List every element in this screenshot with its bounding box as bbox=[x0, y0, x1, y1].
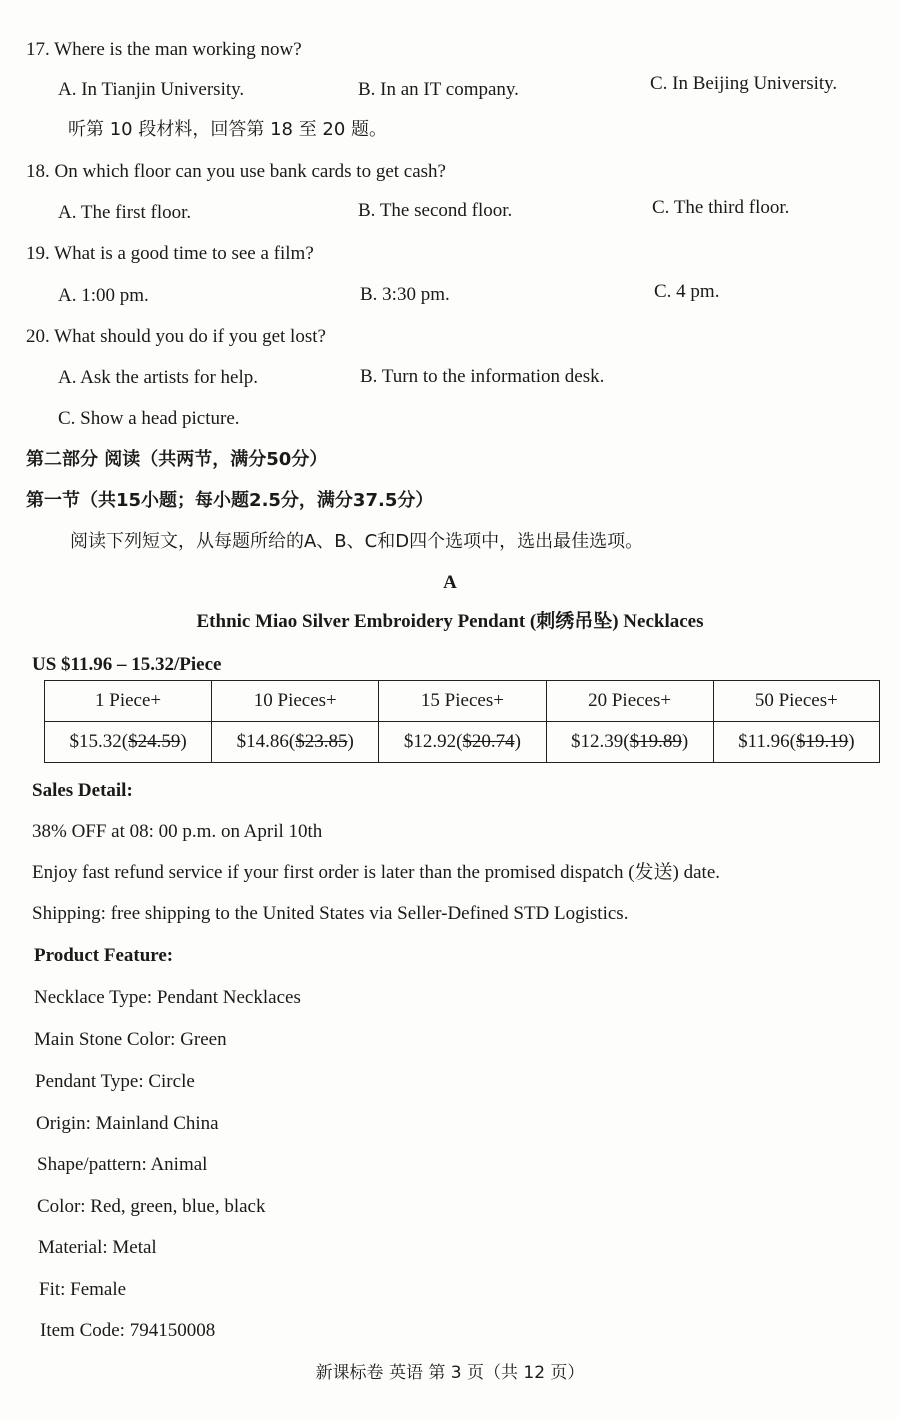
q17-option-c: C. In Beijing University. bbox=[650, 73, 838, 94]
tier-price-cell: $11.96($19.19) bbox=[713, 722, 879, 763]
q19-option-c: C. 4 pm. bbox=[654, 281, 720, 302]
tier-price: $12.39 bbox=[571, 731, 624, 752]
feature-heading: Product Feature: bbox=[34, 945, 174, 966]
tier-price: $11.96 bbox=[738, 731, 790, 752]
tier-old-price: $19.19 bbox=[795, 731, 849, 752]
table-row bbox=[45, 722, 880, 763]
q19-option-b: B. 3:30 pm. bbox=[360, 284, 450, 305]
tier-old-price: $23.85 bbox=[295, 731, 348, 752]
q20-option-a: A. Ask the artists for help. bbox=[58, 367, 259, 388]
tier-price-cell: $12.39($19.89) bbox=[546, 722, 713, 763]
question-19: 19. What is a good time to see a film? bbox=[26, 243, 314, 264]
sales-line: Enjoy fast refund service if your first order is later than the promised dispatch (发送) date. bbox=[32, 862, 721, 883]
question-17: 17. Where is the man working now? bbox=[26, 39, 302, 60]
tier-price-cell: $12.92($20.74) bbox=[379, 722, 546, 763]
sales-heading: Sales Detail: bbox=[32, 780, 133, 801]
section1-heading: 第一节（共15小题；每小题2.5分，满分37.5分） bbox=[26, 490, 434, 511]
tier-qty: 15 Pieces+ bbox=[379, 681, 546, 722]
q17-option-b: B. In an IT company. bbox=[358, 79, 519, 100]
feature-item: Material: Metal bbox=[38, 1237, 157, 1258]
question-18: 18. On which floor can you use bank cards to get cash? bbox=[26, 161, 446, 182]
tier-old-price: $19.89 bbox=[629, 731, 682, 752]
q17-option-a: A. In Tianjin University. bbox=[58, 79, 245, 100]
tier-old-price: $20.74 bbox=[462, 731, 515, 752]
q18-option-b: B. The second floor. bbox=[358, 200, 513, 221]
sales-line: Shipping: free shipping to the United States via Seller-Defined STD Logistics. bbox=[32, 903, 629, 924]
tier-qty: 10 Pieces+ bbox=[212, 681, 379, 722]
tier-old-price: $24.59 bbox=[128, 731, 181, 752]
tier-qty: 20 Pieces+ bbox=[546, 681, 713, 722]
tier-price-cell: $14.86($23.85) bbox=[212, 722, 379, 763]
reading-instruction: 阅读下列短文，从每题所给的A、B、C和D四个选项中，选出最佳选项。 bbox=[70, 531, 644, 552]
question-20: 20. What should you do if you get lost? bbox=[26, 326, 326, 347]
price-table bbox=[44, 680, 880, 763]
feature-item: Necklace Type: Pendant Necklaces bbox=[34, 987, 301, 1008]
feature-item: Pendant Type: Circle bbox=[35, 1071, 195, 1092]
tier-price: $12.92 bbox=[403, 731, 457, 752]
product-title: Ethnic Miao Silver Embroidery Pendant (刺绣吊坠) Necklaces bbox=[196, 611, 704, 632]
feature-item: Fit: Female bbox=[39, 1279, 127, 1300]
listening-instruction: 听第 10 段材料，回答第 18 至 20 题。 bbox=[68, 119, 388, 140]
q19-option-a: A. 1:00 pm. bbox=[58, 285, 149, 306]
feature-item: Main Stone Color: Green bbox=[34, 1029, 227, 1050]
feature-item: Item Code: 794150008 bbox=[40, 1320, 216, 1341]
page-footer: 新课标卷 英语 第 3 页（共 12 页） bbox=[315, 1363, 585, 1383]
feature-item: Color: Red, green, blue, black bbox=[37, 1196, 266, 1217]
q18-option-c: C. The third floor. bbox=[652, 197, 790, 218]
table-row bbox=[45, 681, 880, 722]
q20-option-c: C. Show a head picture. bbox=[58, 408, 240, 429]
feature-item: Origin: Mainland China bbox=[36, 1113, 219, 1134]
feature-item: Shape/pattern: Animal bbox=[37, 1154, 208, 1175]
q18-option-a: A. The first floor. bbox=[58, 202, 192, 223]
tier-qty: 1 Piece+ bbox=[45, 681, 212, 722]
price-range: US $11.96 – 15.32/Piece bbox=[32, 654, 222, 675]
passage-letter: A bbox=[443, 572, 457, 593]
sales-line: 38% OFF at 08: 00 p.m. on April 10th bbox=[32, 821, 323, 842]
tier-price: $15.32 bbox=[69, 731, 122, 752]
q20-option-b: B. Turn to the information desk. bbox=[360, 366, 605, 387]
part2-heading: 第二部分 阅读（共两节，满分50分） bbox=[26, 449, 328, 470]
tier-price: $14.86 bbox=[236, 731, 289, 752]
tier-qty: 50 Pieces+ bbox=[713, 681, 879, 722]
tier-price-cell: $15.32($24.59) bbox=[45, 722, 212, 763]
